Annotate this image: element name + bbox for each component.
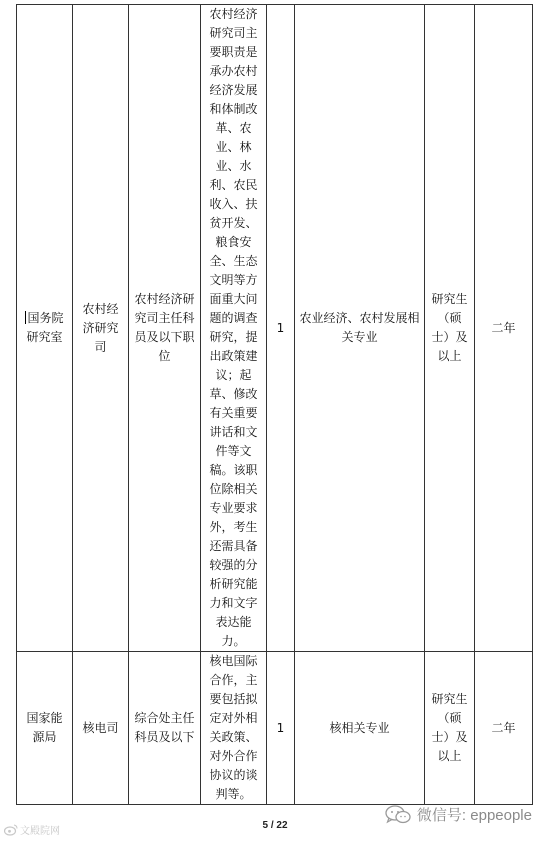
count-cell: 1: [267, 652, 295, 805]
major-cell: 核相关专业: [295, 652, 425, 805]
department-cell: 国务院研究室: [17, 5, 73, 652]
department-cell: 国家能源局: [17, 652, 73, 805]
watermark-text: 文殿院网: [20, 826, 60, 837]
duties-cell: 农村经济研究司主要职责是承办农村经济发展和体制改革、农业、林业、水利、农民收入、扶贫开发、粮食安全、生态文明等方面重大问题的调查研究，提出政策建议；起草、修改有关重要讲话和文件等文稿。该职位除相关专业要求外，考生还需具备较强的分析研究能力和文字表达能力。: [201, 5, 267, 652]
wechat-logo-icon: [385, 805, 411, 825]
page-number: 5 / 22: [262, 820, 288, 831]
major-cell: 农业经济、农村发展相关专业: [295, 5, 425, 652]
experience-cell: 二年: [475, 5, 533, 652]
count-cell: 1: [267, 5, 295, 652]
duties-cell: 核电国际合作，主要包括拟定对外相关政策、对外合作协议的谈判等。: [201, 652, 267, 805]
bureau-cell: 农村经济研究司: [73, 5, 129, 652]
position-cell: 综合处主任科员及以下: [129, 652, 201, 805]
bureau-cell: 核电司: [73, 652, 129, 805]
position-cell: 农村经济研究司主任科员及以下职位: [129, 5, 201, 652]
education-cell: 研究生（硕士）及以上: [425, 652, 475, 805]
experience-cell: 二年: [475, 652, 533, 805]
education-cell: 研究生（硕士）及以上: [425, 5, 475, 652]
wechat-id-text: 微信号: eppeople: [416, 807, 532, 824]
job-table: [16, 4, 533, 805]
table-row: [17, 5, 533, 652]
wechat-id: [385, 804, 532, 825]
table-row: [17, 652, 533, 805]
